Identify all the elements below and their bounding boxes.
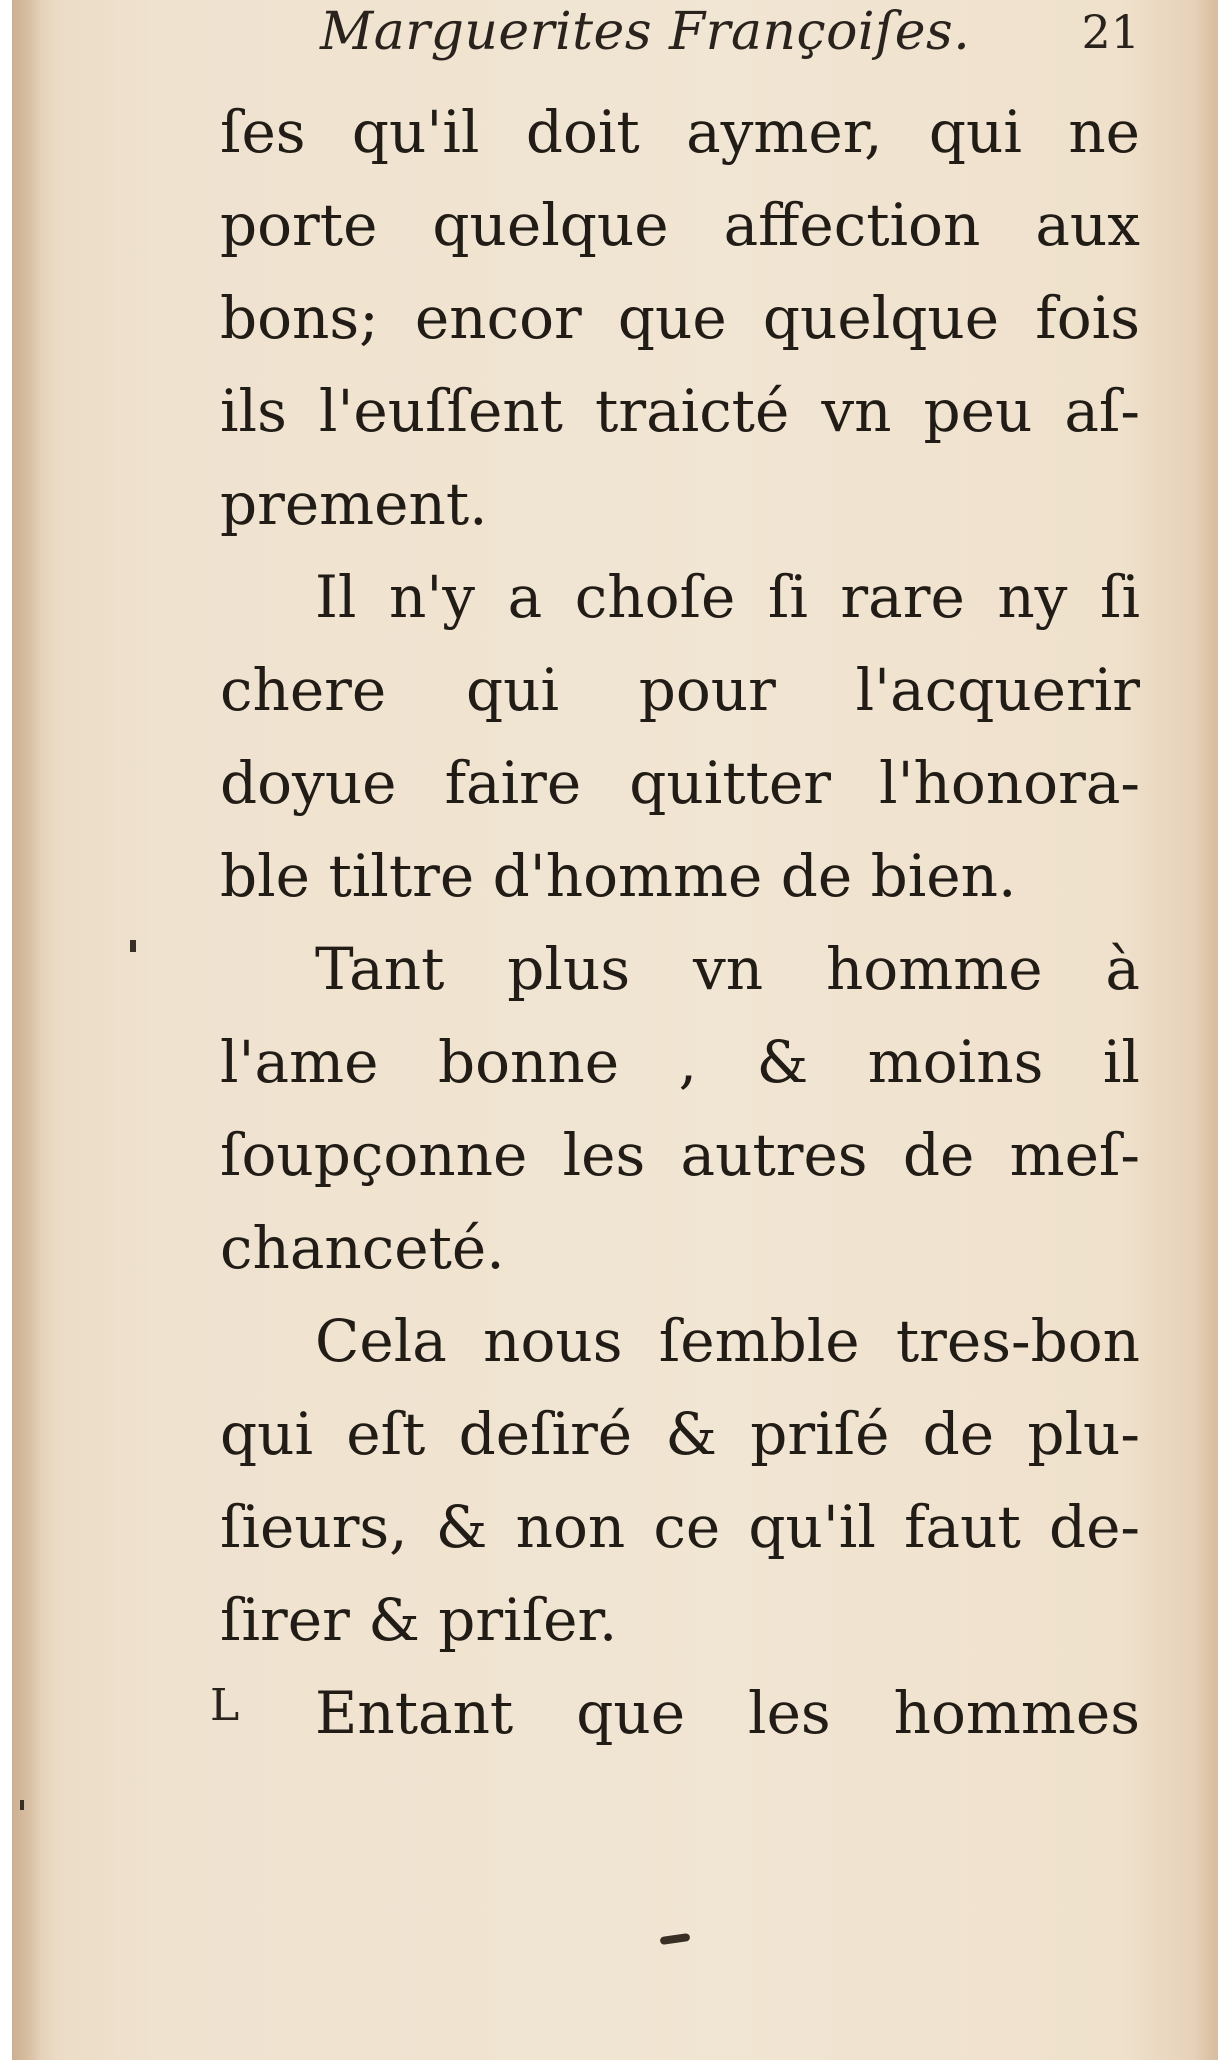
text-line: prement. <box>220 470 488 538</box>
text-line: l'ame bonne , & moins il <box>220 1028 1140 1096</box>
body-text <box>220 86 1140 1760</box>
paragraph-5 <box>220 1667 1140 1760</box>
paragraph-4 <box>220 1295 1140 1667</box>
text-line: porte quelque affection aux <box>220 191 1140 259</box>
page-number: 21 <box>1081 5 1140 59</box>
margin-mark <box>20 1800 24 1810</box>
text-line: bons; encor que quelque fois <box>220 284 1140 352</box>
text-line: Tant plus vn homme à <box>315 935 1140 1003</box>
text-line: ble tiltre d'homme de bien. <box>220 842 1017 910</box>
margin-mark <box>130 940 136 952</box>
text-line: Entant que les hommes <box>315 1679 1140 1747</box>
paragraph-1 <box>220 86 1140 551</box>
text-line: ſes qu'il doit aymer, qui ne <box>220 98 1140 166</box>
running-head <box>320 2 1140 62</box>
paragraph-2 <box>220 551 1140 923</box>
text-line: qui eſt deſiré & priſé de plu- <box>220 1400 1140 1468</box>
text-line: doyue faire quitter l'honora- <box>220 749 1140 817</box>
text-line: chere qui pour l'acquerir <box>220 656 1140 724</box>
text-line: Il n'y a choſe ſi rare ny ſi <box>315 563 1140 631</box>
page-edge-shadow <box>1194 0 1218 2060</box>
text-line: Cela nous ſemble tres-bon <box>315 1307 1140 1375</box>
text-line: ſirer & priſer. <box>220 1586 618 1654</box>
text-line: ils l'euſſent traicté vn peu aſ- <box>220 377 1140 445</box>
text-line: ſieurs, & non ce qu'il faut de- <box>220 1493 1140 1561</box>
running-head-title: Marguerites Françoiſes. <box>320 2 971 62</box>
paragraph-3 <box>220 923 1140 1295</box>
text-line: chanceté. <box>220 1214 505 1282</box>
printer-mark: L <box>210 1680 240 1731</box>
page-gutter-shadow <box>12 0 42 2060</box>
text-line: ſoupçonne les autres de meſ- <box>220 1121 1140 1189</box>
